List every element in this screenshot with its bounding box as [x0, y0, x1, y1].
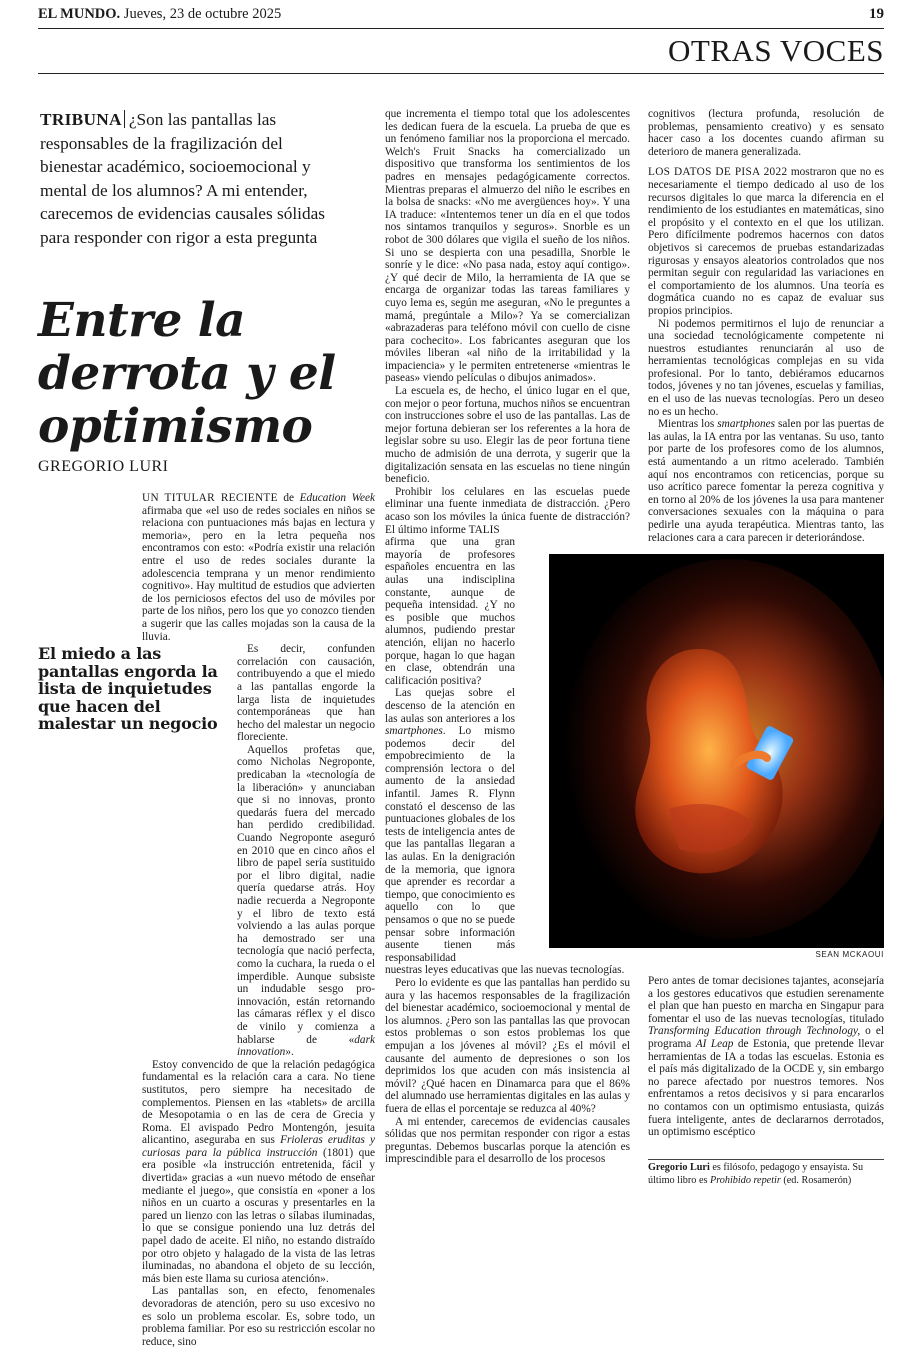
paragraph: afirma que una gran mayoría de profesores españoles encuentra en las aulas una indisciplina constante, aunque de pequeña intensidad. ¿Y no es posible que muchos alumnos, pudiendo prestar atención, elijan no hacerlo porque, hagan lo que hagan en clase, obtendrán una calificación positiva? — [385, 536, 515, 687]
paragraph: UN TITULAR RECIENTE de Education Week afirmaba que «el uso de redes sociales en niños se relaciona con puntuaciones más bajas en lectura y memoria», pero en la letra pequeña nos encontramos con esto: «Podría existir una relación entre el uso de redes sociales durante la adolescencia temprana y un menor rendimiento cognitivo». Hay multitud de estudios que advierten de los perniciosos efectos del uso de móviles por parte de los niños, pero los que yo conozco tienden a sugerir que las calles mojadas son la causa de la lluvia. — [142, 492, 375, 643]
lead-in: UN TITULAR RECIENTE — [142, 492, 278, 504]
tribuna-tag: TRIBUNA — [40, 110, 122, 129]
paper-name: EL MUNDO. — [38, 6, 121, 22]
issue-date: Jueves, 23 de octubre 2025 — [123, 6, 282, 22]
bio-divider — [648, 1159, 884, 1160]
publication-name: Education Week — [299, 492, 375, 504]
author-bio: Gregorio Luri es filósofo, pedagogo y ensayista. Su último libro es Prohibido repetir (ed. Rosamerón) — [648, 1162, 864, 1186]
paragraph: Pero antes de tomar decisiones tajantes, aconsejaría a los gestores educativos que estudien serenamente el plan que han puesto en marcha en Singapur para fomentar el uso de las nuevas tecnologías, titulado Transforming Education through Technology, o el programa AI Leap de Estonia, que pretende llevar herramientas de IA a todas las escuelas. Estonia es el país más digitalizado de la OCDE y, sin embargo no parece afectado por nuestros temores. Nos enfrentamos a retos decisivos y si para encararlos no contamos con un optimismo entusiasta, quizás fuera inteligente, antes de declararnos derrotados, un optimismo escéptico — [648, 975, 884, 1139]
paragraph: A mi entender, carecemos de evidencias causales sólidas que nos permitan responder con rigor a estas preguntas. Debemos buscarlas porque la atención es imprescindible para el desarrollo de los procesos — [385, 1115, 630, 1166]
fetus-phone-illustration — [549, 554, 884, 948]
paragraph: Aquellos profetas que, como Nicholas Negroponte, predicaban la «tecnología de la liberación» y anunciaban que si no innovas, pronto quedarás fuera del mercado han perdido credibilidad. Cuando Negroponte aseguró en 2010 que en cinco años el libro de papel sería sustituido por el libro digital, nadie quería quedarse atrás. Hoy nadie recuerda a Negroponte y el libro de texto está volviendo a las aulas porque ha demostrado ser una tecnología que nació perfecta, como la cuchara, la rueda o el imperdible. Aunque subsiste un indudable sesgo pro-innovación, están retornando las cámaras réflex y el disco de vinilo y comienza a hablarse de «dark innovation». — [237, 743, 375, 1059]
tribuna-standfirst — [40, 108, 340, 249]
headline: Entre la derrota y el optimismo — [38, 293, 336, 454]
header-rule-top — [38, 28, 884, 29]
paragraph: Prohibir los celulares en las escuelas puede eliminar una fuente inmediata de distracción. ¿Pero acaso son los móviles la única fuente de distracción? El último informe TALIS — [385, 485, 630, 536]
tribuna-question: ¿Son las pantallas las responsables de la fragilización del bienestar académico, socioemocional y mental de los alumnos? A mi entender, carecemos de evidencias causales sólidas para responder con rigor a esta pregunta — [40, 110, 326, 247]
body-column-3-continued — [648, 975, 884, 1139]
paragraph: nuestras leyes educativas que las nuevas tecnologías. — [385, 964, 625, 977]
paragraph: que incrementa el tiempo total que los adolescentes les dedican fuera de la escuela. La prueba de que es un fenómeno familiar nos la proporciona el mercado. Welch's Fruit Snacks ha comercializado un dispositivo que transforma los sentimientos de los padres en mensajes pedagógicamente correctos. Mientras preparas el almuerzo del niño le escribes en la bolsa de snacks: «No me avergüences hoy». Y una IA traduce: «Intentemos tener un día en el que todos nos sintamos tranquilos y seguros». Snorble es un robot de 300 dólares que vigila el sueño de los niños. Si uno se despierta con una pesadilla, Snorble le sonríe y le dice: «No pasa nada, estoy aquí contigo». ¿Y qué decir de Milo, la herramienta de IA que se encarga de organizar todas las tareas familiares y cuyo lema es, según me aseguran, «No le preguntes a mamá, pregúntale a Milo»? Ya se comercializan «abrazaderas para teléfono móvil con cuello de cisne para cochecito». Los fabricantes aseguran que los móviles liberan «al niño de la irritabilidad y la impaciencia» y le permiten entretenerse «mientras le paseas» viendo películas o dibujos animados». — [385, 108, 630, 385]
lead-in: LOS DATOS DE PISA 2022 — [648, 166, 788, 179]
photo-credit: SEAN MCKAOUI — [815, 950, 884, 959]
paragraph: Pero lo evidente es que las pantallas han perdido su aura y las hacemos responsables de la fragilización del bienestar académico, socioemocional y mental de los alumnos. ¿Pero son las pantallas las que provocan estos problemas o son estos problemas los que empujan a los jóvenes al móvil? ¿Es el móvil el causante del aumento de depresiones o son los deprimidos los que acuden con más insistencia al móvil? ¿Qué hacen en Dinamarca para que el 86% del alumnado use herramientas digitales en las aulas y fuera de ellas el porcentaje se reduzca al 40%? — [385, 976, 630, 1115]
tag-divider — [124, 110, 125, 128]
paragraph: LOS DATOS DE PISA 2022 mostraron que no es necesariamente el tiempo dedicado al uso de los recursos digitales lo que marca la diferencia en el rendimiento de los estudiantes en matemáticas, sino el propósito y el contexto en el que los utilizan. Pero difícilmente podremos hacernos con datos objetivos si carecemos de pruebas estandarizadas rigurosas y ensayos aleatorios controlados que nos permitan seguir con regularidad las variaciones en el comportamiento de los alumnos. Una teoría es dogmática cuando no es capaz de evaluar sus propios principios. — [648, 166, 884, 317]
paragraph: Mientras los smartphones salen por las puertas de las aulas, la IA entra por las ventanas. Su uso, tanto por parte de los profesores como de los alumnos, está aumentando a un ritmo acelerado. También aquí nos encontramos con reticencias, porque su uso acrítico parece fomentar la pereza cognitiva y en torno al 20% de los jóvenes la usa para mantener conversaciones sexuales con la máquina o para pedirle una ayuda terapéutica. Mientras tanto, las relaciones cara a cara parecen ir deteriorándose. — [648, 418, 884, 544]
masthead — [38, 6, 281, 23]
page-number: 19 — [869, 6, 884, 22]
book-title: Prohibido repetir — [709, 1174, 781, 1186]
article-photo — [549, 554, 884, 948]
body-column-1 — [142, 492, 375, 1348]
section-title: OTRAS VOCES — [668, 33, 884, 68]
author-name: Gregorio Luri — [648, 1162, 710, 1173]
pull-quote: El miedo a las pantallas engorda la lista de inquietudes que hacen del malestar un negocio — [38, 644, 218, 733]
paragraph: Las quejas sobre el descenso de la atención en las aulas son anteriores a los smartphones. Lo mismo podemos decir del empobrecimiento de la comprensión lectora o del aumento de la ansiedad infantil. James R. Flynn constató el descenso de las puntuaciones globales de los tests de inteligencia antes de que las pantallas llegaran a las aulas. En la denigración de la memoria, que ignora que aprender es recordar a tiempo, que conocimiento es aquello con lo que pensamos o que no se puede pensar sobre información ausente tienen más responsabilidad — [385, 687, 515, 964]
paragraph: La escuela es, de hecho, el único lugar en el que, con mejor o peor fortuna, muchos niños se encuentran con instrucciones sobre el uso de las pantallas. Las de mejor fortuna debieran ser los referentes a la hora de legislar sobre su uso. Elegir las de peor fortuna tiene mucho de admisión de una derrota, y sugerir que la digitalización sensata en las escuelas no tiene ningún beneficio. — [385, 385, 631, 486]
paragraph: Las pantallas son, en efecto, fenomenales devoradoras de atención, pero su uso excesivo no es solo un problema escolar. Es, sobre todo, un problema familiar. Por eso su restricción escolar no reduce, sino — [142, 1285, 375, 1348]
paragraph: Ni podemos permitirnos el lujo de renunciar a una sociedad tecnológicamente competente ni nuestros estudiantes renunciarán al uso de herramientas tecnológicas complejas en su vida profesional. Por lo tanto, debiéramos educarnos todos, jóvenes y no tan jóvenes, escuelas y familias, en el uso de las nuevas tecnologías. Pero un deseo no es un hecho. — [648, 317, 884, 418]
header-rule-bottom — [38, 73, 884, 74]
body-column-3 — [648, 108, 884, 544]
byline: GREGORIO LURI — [38, 458, 169, 475]
paragraph: cognitivos (lectura profunda, resolución de problemas, pensamiento creativo) y es sensato hacer caso a los docentes cuando afirman su deterioro de manera generalizada. — [648, 108, 884, 158]
paragraph: Es decir, confunden correlación con causación, contribuyendo a que el miedo a las pantallas engorde la larga lista de inquietudes contemporáneas que han hecho del malestar un negocio floreciente. — [237, 643, 375, 744]
paragraph: Estoy convencido de que la relación pedagógica fundamental es la relación cara a cara. No tiene sustitutos, pero siempre ha necesitado de complementos. Piensen en las «tablets» de arcilla de Mesopotamia o en las de cera de Grecia y Roma. El avispado Pedro Montengón, jesuita alicantino, aseguraba en sus Frioleras eruditas y curiosas para la pública instrucción (1801) que era posible «la instrucción entretenida, fácil y divertida» gracias a «un nuevo método de enseñar mediante el juego», que consistía en «poner a los niños en un cuarto a oscuras y presentarles en la pared un lienzo con las letras o sílabas iluminadas, lo que se consigue poniendo una luz detrás del papel dado de aceite. El niño, no estando distraído por otro objeto y halagado de la vista de las letras iluminadas, no abandona el objeto de su lección, más bien este llama su curiosa atención». — [142, 1058, 375, 1285]
